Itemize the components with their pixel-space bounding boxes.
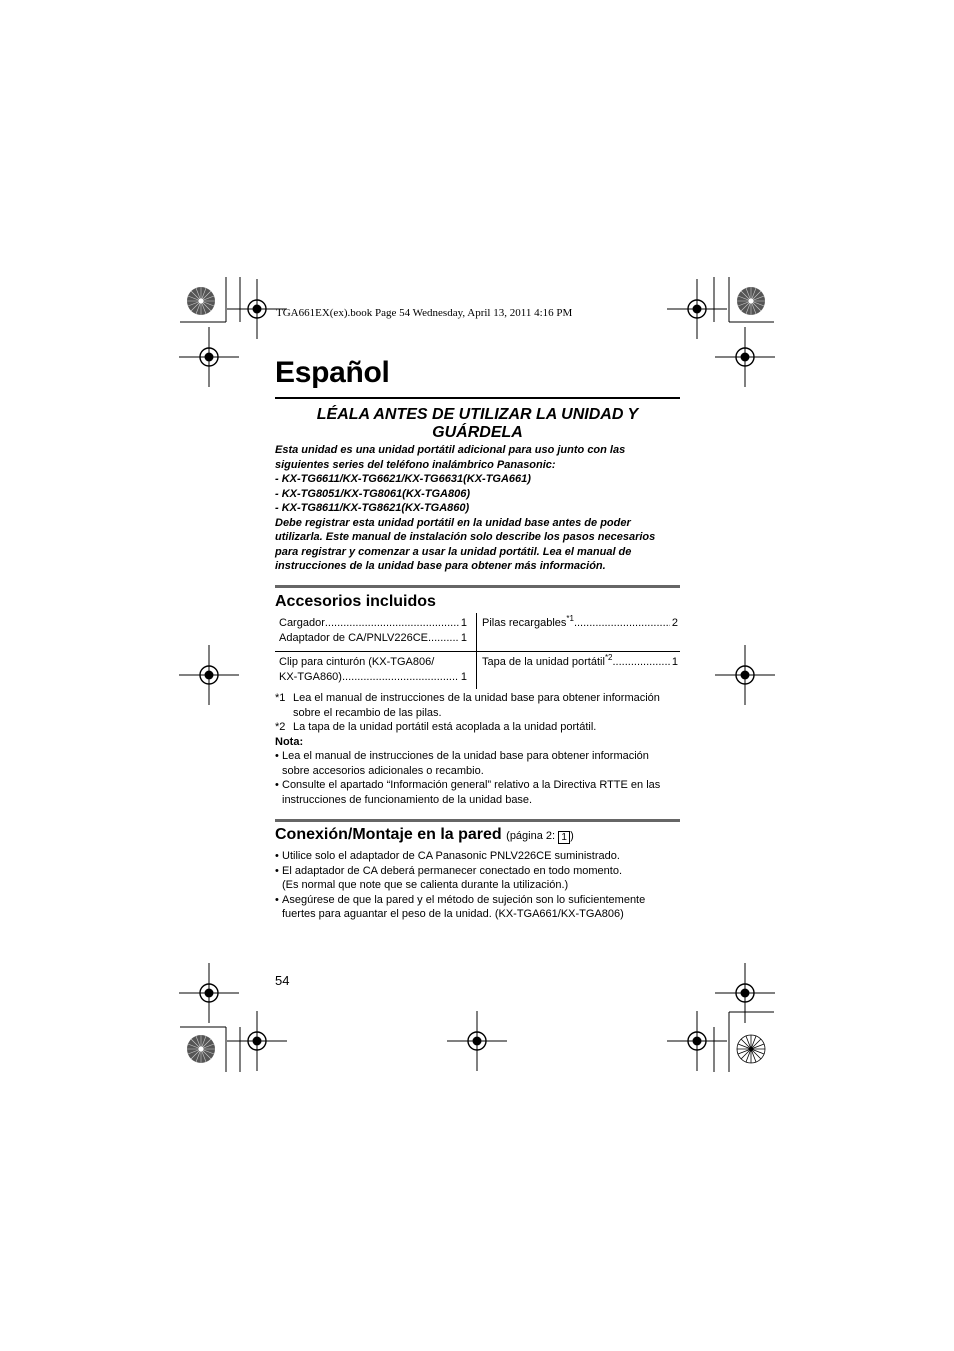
- accessories-table: [275, 613, 680, 689]
- bullet-icon: •: [275, 893, 279, 906]
- accessory-label: [482, 616, 574, 631]
- bullet-icon: •: [275, 864, 279, 877]
- accessory-qty: 1: [671, 656, 678, 668]
- intro-line: - KX-TG6611/KX-TG6621/KX-TG6631(KX-TGA661): [275, 473, 531, 485]
- connection-line: Asegúrese de que la pared y el método de sujeción son lo suficientemente: [282, 893, 646, 906]
- footnote: [275, 691, 685, 720]
- page-reference-text: (página 2:: [506, 830, 559, 842]
- connection-item: [275, 864, 685, 893]
- accessory-item: [482, 655, 678, 670]
- accessories-title: Accesorios incluidos: [275, 593, 436, 610]
- footnote-ref: *1: [566, 614, 574, 623]
- footnote-mark: *2: [275, 721, 286, 733]
- connection-item: [275, 849, 685, 864]
- accessories-cell: [279, 616, 467, 646]
- accessory-label: Adaptador de CA/PNLV226CE: [279, 632, 428, 644]
- note-text: [282, 749, 649, 778]
- note-label: Nota:: [275, 735, 304, 748]
- note-line: instrucciones de funcionamiento de la unidad base.: [282, 793, 533, 806]
- note-line: sobre accesorios adicionales o recambio.: [282, 764, 484, 777]
- accessories-row: [275, 613, 680, 651]
- dot-leader: [613, 655, 670, 670]
- connection-line: fuertes para aguantar el peso de la unidad. (KX-TGA661/KX-TGA806): [282, 908, 624, 920]
- note-line: Consulte el apartado “Información general” relativo a la Directiva RTTE en las: [282, 779, 661, 791]
- intro-line: utilizarla. Este manual de instalación solo describe los pasos necesarios: [275, 531, 656, 543]
- intro-line: instrucciones de la unidad base para obtener más información.: [275, 560, 606, 572]
- accessories-row: [275, 651, 680, 689]
- connection-item: [275, 893, 685, 922]
- connection-text: [282, 849, 620, 864]
- book-header-info: TGA661EX(ex).book Page 54 Wednesday, April 13, 2011 4:16 PM: [276, 307, 573, 319]
- accessory-label: [482, 655, 613, 670]
- dot-leader: [428, 631, 459, 646]
- footnote-line: La tapa de la unidad portátil está acoplada a la unidad portátil.: [293, 721, 597, 733]
- table-divider: [476, 613, 477, 651]
- intro-heading-line: GUÁRDELA: [432, 424, 523, 441]
- dot-leader: [325, 616, 459, 631]
- note-item: [275, 778, 685, 807]
- page-reference-text: ): [570, 830, 574, 842]
- figure-number-box: 1: [558, 831, 570, 844]
- accessory-item: [279, 631, 467, 646]
- section-rule: [275, 585, 680, 588]
- accessory-label-text: Tapa de la unidad portátil: [482, 656, 605, 668]
- connection-title: [275, 826, 574, 844]
- intro-heading-line: LÉALA ANTES DE UTILIZAR LA UNIDAD Y: [316, 406, 639, 423]
- accessory-item: [279, 616, 467, 631]
- footnote-text: [293, 720, 596, 735]
- connection-title-text: Conexión/Montaje en la pared: [275, 826, 502, 843]
- accessory-qty: 1: [460, 617, 467, 629]
- accessories-notes: [275, 691, 685, 807]
- intro-line: siguientes series del teléfono inalámbrico Panasonic:: [275, 458, 556, 471]
- language-title: Español: [275, 356, 390, 389]
- accessory-qty: 2: [671, 617, 678, 629]
- note-item: [275, 749, 685, 778]
- accessory-item: [279, 670, 467, 685]
- footnote-text: [293, 691, 660, 720]
- note-text: [282, 778, 660, 807]
- connection-text: [282, 864, 622, 893]
- accessory-qty: 1: [460, 671, 467, 683]
- note-line: Lea el manual de instrucciones de la unidad base para obtener información: [282, 750, 649, 762]
- accessory-label: Cargador: [279, 617, 325, 629]
- page-number: 54: [275, 973, 290, 988]
- intro-line: para registrar y comenzar a usar la unidad portátil. Lea el manual de: [275, 545, 632, 558]
- bullet-icon: •: [275, 779, 279, 791]
- accessory-qty: 1: [460, 632, 467, 644]
- accessories-cell: [279, 655, 467, 685]
- intro-heading: [275, 406, 680, 442]
- footnote-line: Lea el manual de instrucciones de la unidad base para obtener información: [293, 692, 660, 704]
- accessories-cell: [482, 655, 678, 670]
- section-rule: [275, 819, 680, 822]
- connection-text: [282, 893, 645, 922]
- page-reference: [506, 830, 574, 842]
- connection-line: El adaptador de CA deberá permanecer conectado en todo momento.: [282, 864, 623, 877]
- connection-line: (Es normal que note que se calienta durante la utilización.): [282, 879, 569, 891]
- footnote: [275, 720, 685, 735]
- accessory-item: [482, 616, 678, 631]
- dot-leader: [574, 616, 670, 631]
- footnote-ref: *2: [604, 653, 613, 662]
- footnote-mark: *1: [275, 692, 286, 704]
- table-divider: [476, 651, 477, 689]
- intro-line: - KX-TG8051/KX-TG8061(KX-TGA806): [275, 487, 470, 500]
- accessory-label-text: Pilas recargables: [482, 617, 567, 629]
- dot-leader: [342, 670, 459, 685]
- accessories-cell: [482, 616, 678, 631]
- accessory-label: KX-TGA860): [279, 671, 342, 683]
- bullet-icon: •: [275, 850, 279, 862]
- footnote-line: sobre el recambio de las pilas.: [293, 706, 442, 719]
- intro-body: [275, 443, 685, 574]
- intro-line: Debe registrar esta unidad portátil en la unidad base antes de poder: [275, 516, 631, 529]
- connection-line: Utilice solo el adaptador de CA Panasonic PNLV226CE suministrado.: [282, 850, 620, 862]
- accessory-label: Clip para cinturón (KX-TGA806/: [279, 656, 435, 668]
- bullet-icon: •: [275, 750, 279, 762]
- title-rule: [275, 397, 680, 399]
- intro-line: Esta unidad es una unidad portátil adicional para uso junto con las: [275, 444, 626, 456]
- connection-body: [275, 849, 685, 922]
- intro-line: - KX-TG8611/KX-TG8621(KX-TGA860): [275, 502, 470, 514]
